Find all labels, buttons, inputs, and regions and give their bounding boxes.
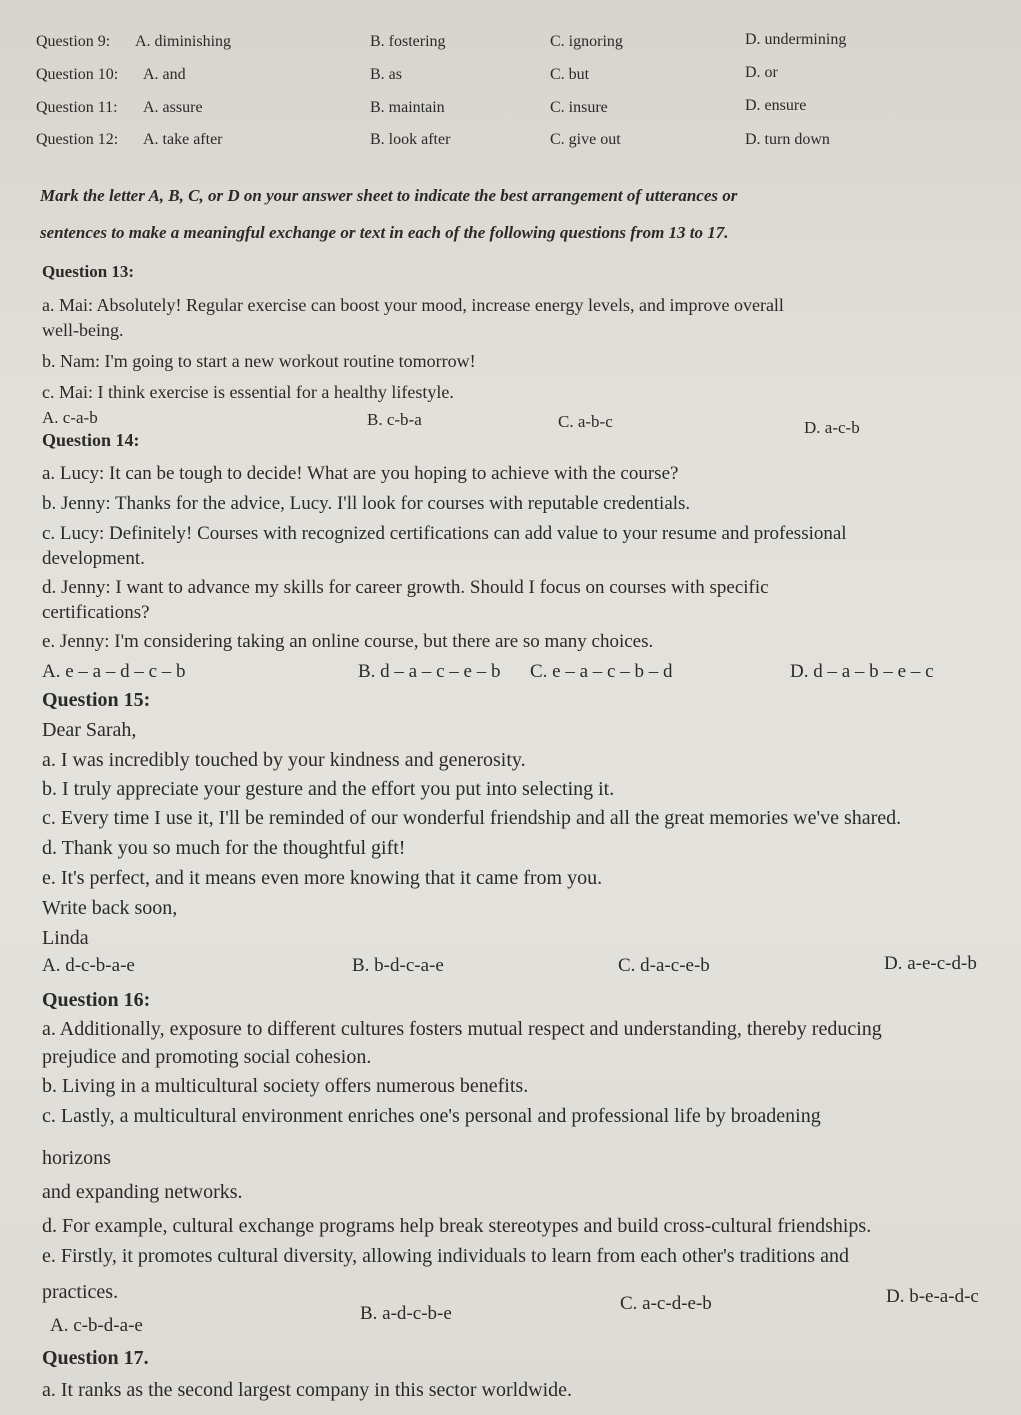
q10-option-c: C. but [550, 66, 590, 83]
q16-sentence-e-cont: practices. [42, 1281, 119, 1303]
q14-sentence-d: d. Jenny: I want to advance my skills for career growth. Should I focus on courses with specific [42, 577, 769, 598]
q16-option-d: D. b-e-a-d-c [886, 1286, 979, 1307]
q17-title: Question 17. [42, 1347, 149, 1369]
q15-sentence-b: b. I truly appreciate your gesture and the effort you put into selecting it. [42, 778, 615, 800]
q13-option-d: D. a-c-b [804, 418, 860, 437]
q11-option-a: A. assure [143, 99, 203, 116]
q11-option-d: D. ensure [745, 97, 807, 114]
q14-sentence-b: b. Jenny: Thanks for the advice, Lucy. I'll look for courses with reputable credentials. [42, 493, 691, 514]
q12-option-c: C. give out [550, 131, 621, 148]
q14-title: Question 14: [42, 430, 140, 450]
q16-sentence-c-cont: horizons [42, 1147, 111, 1169]
q16-sentence-d: d. For example, cultural exchange programs help break stereotypes and build cross-cultural friendships. [42, 1215, 872, 1237]
q14-sentence-c-cont: development. [42, 548, 145, 569]
q9-option-b: B. fostering [370, 33, 446, 50]
instruction-line-1: Mark the letter A, B, C, or D on your answer sheet to indicate the best arrangement of utterances or [40, 186, 738, 205]
q16-option-a: A. c-b-d-a-e [50, 1315, 143, 1336]
q13-sentence-b: b. Nam: I'm going to start a new workout routine tomorrow! [42, 351, 476, 371]
q15-option-b: B. b-d-c-a-e [352, 955, 444, 976]
q16-sentence-a: a. Additionally, exposure to different cultures fosters mutual respect and understanding, thereby reducing [42, 1018, 882, 1040]
q14-option-b: B. d – a – c – e – b [358, 661, 501, 682]
q15-greeting: Dear Sarah, [42, 719, 137, 741]
q15-signature: Linda [42, 927, 89, 949]
q13-title: Question 13: [42, 262, 135, 281]
q13-sentence-a: a. Mai: Absolutely! Regular exercise can boost your mood, increase energy levels, and improve overall [42, 295, 784, 315]
q15-closing: Write back soon, [42, 897, 178, 919]
q15-option-d: D. a-e-c-d-b [884, 953, 977, 974]
q16-sentence-a-cont: prejudice and promoting social cohesion. [42, 1046, 372, 1068]
q15-sentence-d: d. Thank you so much for the thoughtful gift! [42, 837, 406, 859]
q16-sentence-e: e. Firstly, it promotes cultural diversity, allowing individuals to learn from each other's traditions and [42, 1245, 849, 1267]
q13-option-c: C. a-b-c [558, 412, 613, 431]
q13-sentence-a-cont: well-being. [42, 320, 124, 340]
q14-option-c: C. e – a – c – b – d [530, 661, 673, 682]
q11-option-c: C. insure [550, 99, 608, 116]
q12-label: Question 12: [36, 131, 119, 148]
q16-sentence-c-cont-2: and expanding networks. [42, 1181, 243, 1203]
q14-sentence-a: a. Lucy: It can be tough to decide! What are you hoping to achieve with the course? [42, 463, 679, 484]
q14-option-d: D. d – a – b – e – c [790, 661, 934, 682]
q9-option-a: A. diminishing [135, 33, 232, 50]
q16-option-c: C. a-c-d-e-b [620, 1293, 712, 1314]
q16-sentence-b: b. Living in a multicultural society offers numerous benefits. [42, 1075, 529, 1097]
q12-option-d: D. turn down [745, 131, 830, 148]
q14-sentence-d-cont: certifications? [42, 602, 150, 623]
instruction-line-2: sentences to make a meaningful exchange or text in each of the following questions from 13 to 17. [40, 223, 729, 242]
q16-title: Question 16: [42, 989, 151, 1011]
q12-option-a: A. take after [143, 131, 223, 148]
q16-option-b: B. a-d-c-b-e [360, 1303, 452, 1324]
q9-option-d: D. undermining [745, 31, 847, 48]
q9-label: Question 9: [36, 33, 111, 50]
q15-sentence-c: c. Every time I use it, I'll be reminded of our wonderful friendship and all the great memories we've shared. [42, 807, 902, 829]
q13-sentence-c: c. Mai: I think exercise is essential for a healthy lifestyle. [42, 382, 454, 402]
q11-label: Question 11: [36, 99, 118, 116]
q14-option-a: A. e – a – d – c – b [42, 661, 186, 682]
q13-option-a: A. c-a-b [42, 408, 98, 427]
q15-sentence-a: a. I was incredibly touched by your kindness and generosity. [42, 749, 526, 771]
q15-title: Question 15: [42, 689, 151, 711]
q10-option-d: D. or [745, 64, 778, 81]
q15-option-a: A. d-c-b-a-e [42, 955, 135, 976]
q16-sentence-c: c. Lastly, a multicultural environment enriches one's personal and professional life by broadening [42, 1105, 821, 1127]
q9-option-c: C. ignoring [550, 33, 623, 50]
q14-sentence-c: c. Lucy: Definitely! Courses with recognized certifications can add value to your resume and professional [42, 523, 847, 544]
q11-option-b: B. maintain [370, 99, 445, 116]
q10-label: Question 10: [36, 66, 119, 83]
q14-sentence-e: e. Jenny: I'm considering taking an online course, but there are so many choices. [42, 631, 654, 652]
q10-option-a: A. and [143, 66, 186, 83]
q12-option-b: B. look after [370, 131, 451, 148]
q10-option-b: B. as [370, 66, 402, 83]
q15-sentence-e: e. It's perfect, and it means even more knowing that it came from you. [42, 867, 603, 889]
q15-option-c: C. d-a-c-e-b [618, 955, 710, 976]
q13-option-b: B. c-b-a [367, 410, 422, 429]
q17-sentence-a: a. It ranks as the second largest company in this sector worldwide. [42, 1379, 573, 1401]
